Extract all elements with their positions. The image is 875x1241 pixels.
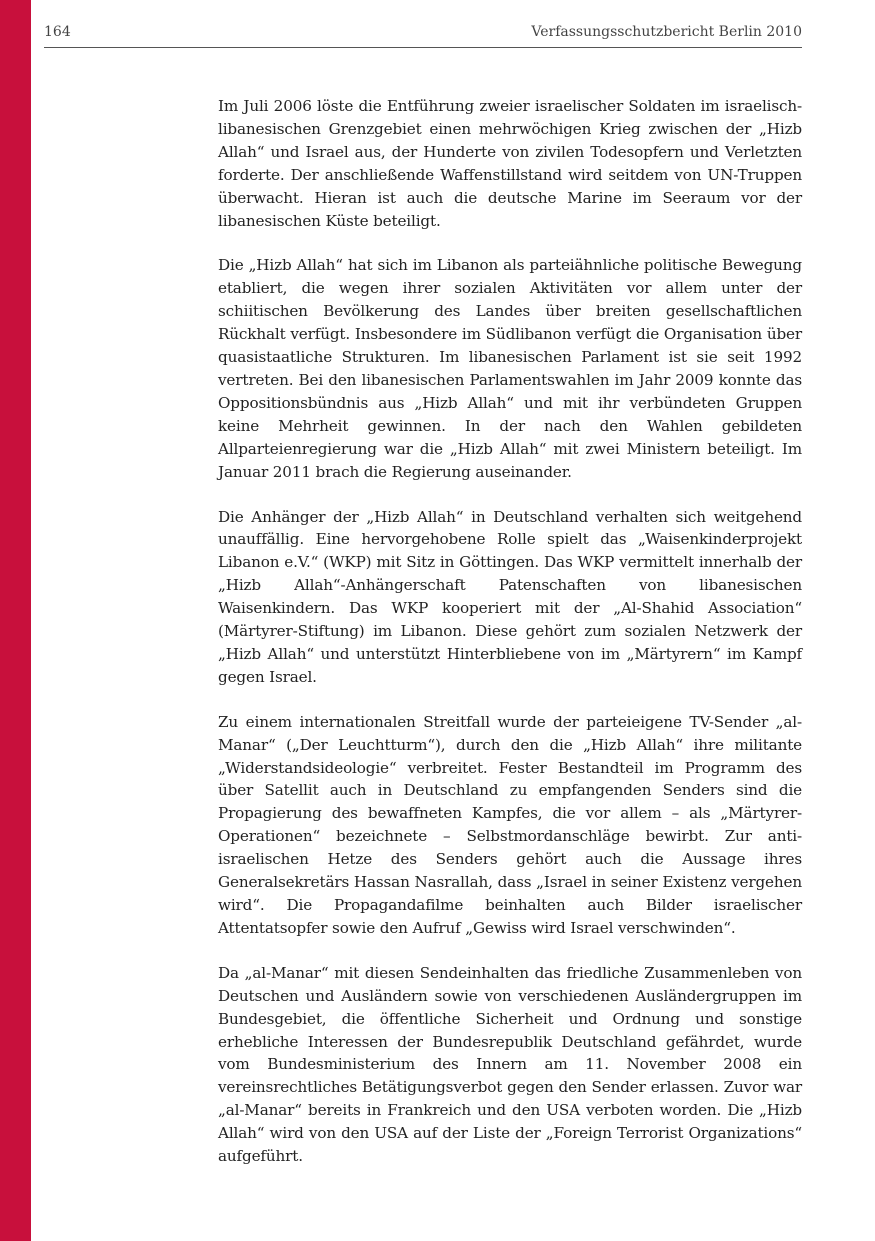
body-text [218, 95, 802, 1190]
page-number: 164 [44, 24, 71, 40]
paragraph-5: Da „al-Manar“ mit diesen Sendeinhalten das friedliche Zusammenleben von Deutschen und Ausländern sowie von verschiedenen Ausländergruppen im Bundesgebiet, die öffentliche Sicherheit und Ordnung und sonstige erhebliche Interessen der Bundesrepublik Deutschland gefährdet, wurde vom Bundesministerium des Innern am 11. November 2008 ein vereinsrechtliches Betätigungsverbot gegen den Sender erlassen. Zuvor war „al-Manar“ bereits in Frankreich und den USA verboten worden. Die „Hizb Allah“ wird von den USA auf der Liste der „Foreign Terrorist Organizations“ aufgeführt. [218, 963, 802, 1166]
paragraph-4: Zu einem internationalen Streitfall wurde der parteieigene TV-Sender „al-Manar“ („Der Leuchtturm“), durch den die „Hizb Allah“ ihre militante „Widerstandsideologie“ verbreitet. Fester Bestandteil im Programm des über Satellit auch in Deutschland zu empfangenden Senders sind die Propagierung des bewaffneten Kampfes, die vor allem – als „Märtyrer-Operationen“ bezeichnete – Selbstmordanschläge bewirbt. Zur anti-israelischen Hetze des Senders gehört auch die Aussage ihres Generalsekretärs Hassan Nasrallah, dass „Israel in seiner Existenz vergehen wird“. Die Propagandafilme beinhalten auch Bilder israelischer Attentatsopfer sowie den Aufruf „Gewiss wird Israel verschwinden“. [218, 712, 802, 937]
red-side-bar [0, 0, 31, 1241]
paragraph-2: Die „Hizb Allah“ hat sich im Libanon als parteiähnliche politische Bewegung etabliert, die wegen ihrer sozialen Aktivitäten vor allem unter der schiitischen Bevölkerung des Landes über breiten gesellschaftlichen Rückhalt verfügt. Insbesondere im Südlibanon verfügt die Organisation über quasistaatliche Strukturen. Im libanesischen Parlament ist sie seit 1992 vertreten. Bei den libanesischen Parlamentswahlen im Jahr 2009 konnte das Oppositionsbündnis aus „Hizb Allah“ und mit ihr verbündeten Gruppen keine Mehrheit gewinnen. In der nach den Wahlen gebildeten Allparteienregierung war die „Hizb Allah“ mit zwei Ministern beteiligt. Im Januar 2011 brach die Regierung auseinander. [218, 256, 802, 481]
document-title: Verfassungsschutzbericht Berlin 2010 [531, 24, 802, 40]
page-header [44, 24, 802, 48]
paragraph-1: Im Juli 2006 löste die Entführung zweier israelischer Soldaten im israelisch-libanesischen Grenzgebiet einen mehrwöchigen Krieg zwischen der „Hizb Allah“ und Israel aus, der Hunderte von zivilen Todesopfern und Verletzten forderte. Der anschließende Waffenstillstand wird seitdem von UN-Truppen überwacht. Hieran ist auch die deutsche Marine im Seeraum vor der libanesischen Küste beteiligt. [218, 97, 802, 230]
paragraph-3: Die Anhänger der „Hizb Allah“ in Deutschland verhalten sich weitgehend unauffällig. Eine hervorgehobene Rolle spielt das „Waisenkinderprojekt Libanon e.V.“ (WKP) mit Sitz in Göttingen. Das WKP vermittelt innerhalb der „Hizb Allah“-Anhängerschaft Patenschaften von libanesischen Waisenkindern. Das WKP kooperiert mit der „Al-Shahid Association“ (Märtyrer-Stiftung) im Libanon. Diese gehört zum sozialen Netzwerk der „Hizb Allah“ und unterstützt Hinterbliebene von im „Märtyrern“ im Kampf gegen Israel. [218, 507, 802, 686]
